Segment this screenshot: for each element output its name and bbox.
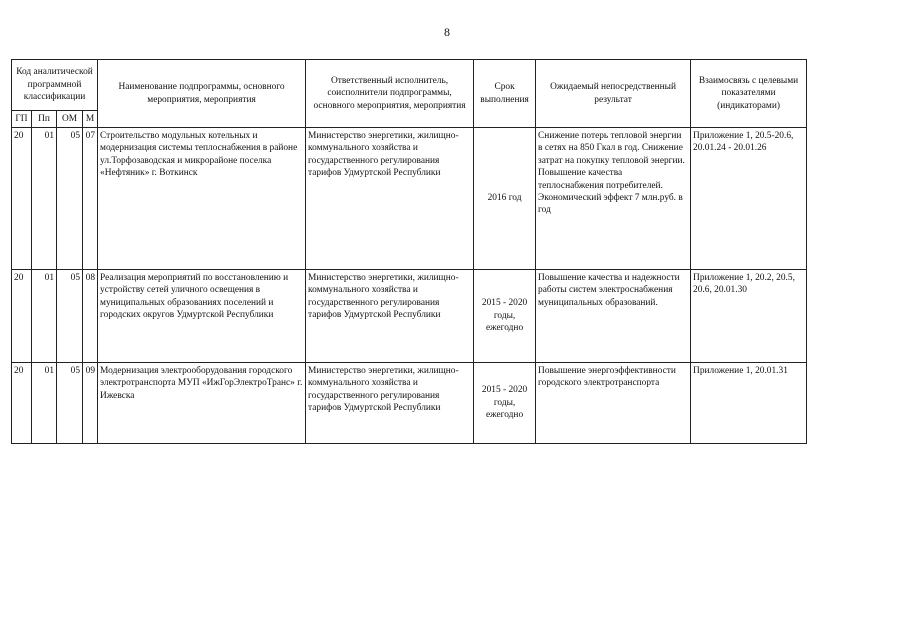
- table-row: [12, 363, 807, 444]
- header-relation: Взаимосвязь с целевыми показателями (индикаторами): [691, 60, 807, 128]
- cell-name: Строительство модульных котельных и модернизация системы теплоснабжения в районе ул.Торфозаводская и микрорайоне поселка «Нефтяник» г. Воткинск: [98, 128, 306, 270]
- header-name: Наименование подпрограммы, основного мероприятия, мероприятия: [98, 60, 306, 128]
- cell-responsible: Министерство энергетики, жилищно-коммунального хозяйства и государственного регулирования тарифов Удмуртской Республики: [306, 128, 474, 270]
- cell-m: 08: [83, 270, 98, 363]
- header-om: ОМ: [57, 111, 83, 128]
- cell-pp: 01: [32, 270, 57, 363]
- cell-term: 2016 год: [474, 128, 536, 270]
- cell-result: Повышение энергоэффективности городского электротранспорта: [536, 363, 691, 444]
- cell-pp: 01: [32, 363, 57, 444]
- page-number: 8: [444, 25, 450, 39]
- cell-term: 2015 - 2020 годы, ежегодно: [474, 363, 536, 444]
- cell-om: 05: [57, 128, 83, 270]
- header-term: Срок выполнения: [474, 60, 536, 128]
- cell-responsible: Министерство энергетики, жилищно-коммунального хозяйства и государственного регулирования тарифов Удмуртской Республики: [306, 363, 474, 444]
- program-table: [11, 59, 807, 444]
- cell-relation: Приложение 1, 20.5-20.6, 20.01.24 - 20.01.26: [691, 128, 807, 270]
- header-m: М: [83, 111, 98, 128]
- cell-gp: 20: [12, 363, 32, 444]
- cell-m: 09: [83, 363, 98, 444]
- cell-term: 2015 - 2020 годы, ежегодно: [474, 270, 536, 363]
- header-pp: Пп: [32, 111, 57, 128]
- header-gp: ГП: [12, 111, 32, 128]
- cell-pp: 01: [32, 128, 57, 270]
- cell-relation: Приложение 1, 20.01.31: [691, 363, 807, 444]
- cell-name: Реализация мероприятий по восстановлению и устройству сетей уличного освещения в муниципальных образованиях поселений и городских округов Удмуртской Республики: [98, 270, 306, 363]
- cell-result: Повышение качества и надежности работы систем электроснабжения муниципальных образований.: [536, 270, 691, 363]
- cell-om: 05: [57, 363, 83, 444]
- cell-responsible: Министерство энергетики, жилищно-коммунального хозяйства и государственного регулирования тарифов Удмуртской Республики: [306, 270, 474, 363]
- header-responsible: Ответственный исполнитель, соисполнители подпрограммы, основного мероприятия, мероприятия: [306, 60, 474, 128]
- cell-result: Снижение потерь тепловой энергии в сетях на 850 Гкал в год. Снижение затрат на покупку тепловой энергии. Повышение качества теплоснабжения потребителей. Экономический эффект 7 млн.руб. в год: [536, 128, 691, 270]
- cell-gp: 20: [12, 270, 32, 363]
- header-result: Ожидаемый непосредственный результат: [536, 60, 691, 128]
- table-row: [12, 270, 807, 363]
- cell-relation: Приложение 1, 20.2, 20.5, 20.6, 20.01.30: [691, 270, 807, 363]
- cell-om: 05: [57, 270, 83, 363]
- header-code: Код аналитической программной классификации: [12, 60, 98, 111]
- cell-name: Модернизация электрооборудования городского электротранспорта МУП «ИжГорЭлектроТранс» г. Ижевска: [98, 363, 306, 444]
- cell-gp: 20: [12, 128, 32, 270]
- cell-m: 07: [83, 128, 98, 270]
- table-row: [12, 128, 807, 270]
